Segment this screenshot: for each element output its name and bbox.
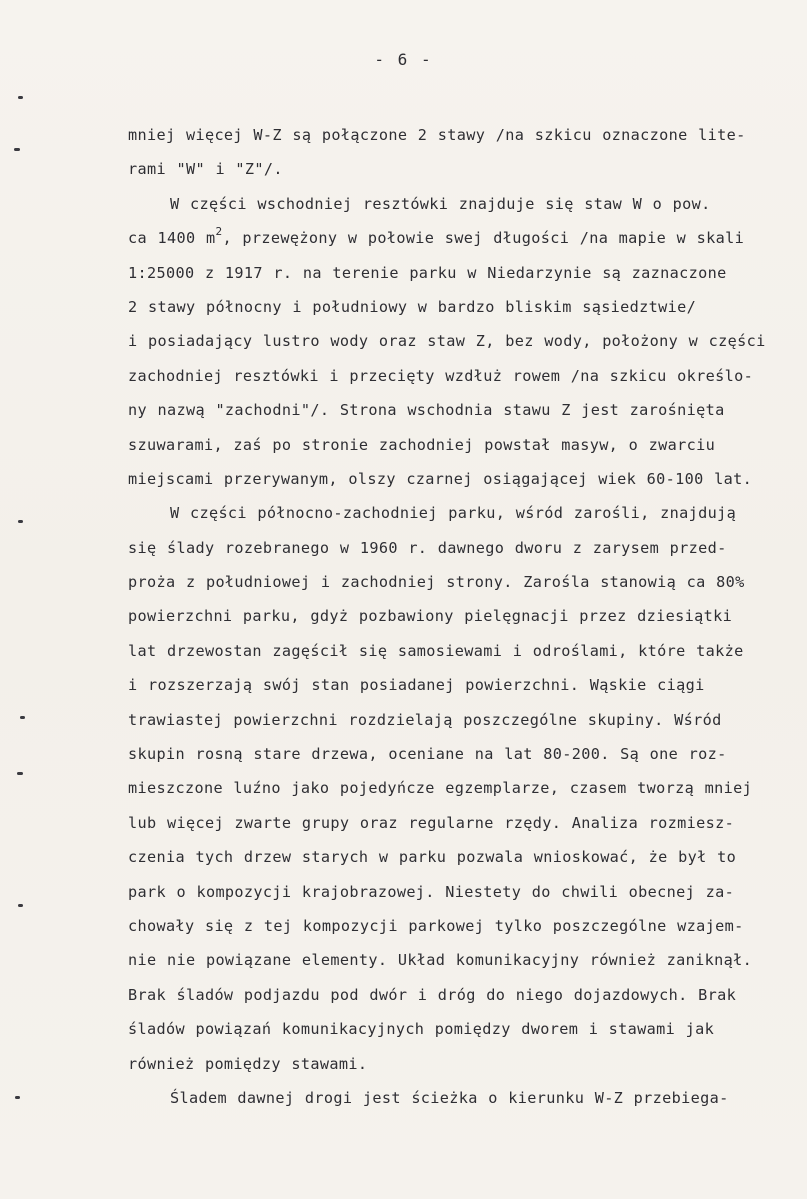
text-line: lub więcej zwarte grupy oraz regularne rzędy. Analiza rozmiesz- [128,813,735,832]
text-line: mniej więcej W-Z są połączone 2 stawy /na szkicu oznaczone lite- [128,126,746,144]
text-line: W części północno-zachodniej parku, wśród zarośli, znajdują [128,504,737,523]
text-line: powierzchni parku, gdyż pozbawiony pielęgnacji przez dziesiątki [128,607,733,626]
text-line-start: ca 1400 m [128,229,216,248]
margin-mark [14,148,20,151]
text-line: się ślady rozebranego w 1960 r. dawnego dworu z zarysem przed- [128,538,727,557]
margin-mark [20,716,25,719]
text-line: czenia tych drzew starych w parku pozwala wnioskować, że był to [128,848,737,867]
text-line: ny nazwą "zachodni"/. Strona wschodnia stawu Z jest zarośnięta [128,401,725,420]
text-line: W części wschodniej resztówki znajduje się staw W o pow. [128,194,711,213]
text-line: zachodniej resztówki i przecięty wzdłuż rowem /na szkicu określo- [128,366,754,385]
text-line: szuwarami, zaś po stronie zachodniej powstał masyw, o zwarciu [128,435,716,454]
page-number: - 6 - [374,50,433,69]
margin-mark [18,96,23,99]
text-line: Śladem dawnej drogi jest ścieżka o kierunku W-Z przebiega- [128,1088,729,1107]
text-line: nie nie powiązane elementy. Układ komunikacyjny również zaniknął. [128,951,753,970]
text-line: 2 stawy północny i południowy w bardzo bliskim sąsiedztwie/ [128,297,697,316]
text-line: również pomiędzy stawami. [128,1054,368,1073]
text-line: miejscami przerywanym, olszy czarnej osiągającej wiek 60-100 lat. [128,469,753,488]
text-line: lat drzewostan zagęścił się samosiewami i odroślami, które także [128,641,744,660]
text-line: i rozszerzają swój stan posiadanej powierzchni. Wąskie ciągi [128,676,705,695]
text-line [128,221,788,255]
superscript: 2 [215,225,223,239]
text-line: śladów powiązań komunikacyjnych pomiędzy dworem i stawami jak [128,1020,715,1039]
body-text [128,118,788,1115]
text-line: skupin rosną stare drzewa, oceniane na lat 80-200. Są one roz- [128,745,727,764]
margin-mark [18,904,23,907]
text-line: proża z południowej i zachodniej strony. Zarośla stanowią ca 80% [128,573,745,592]
text-line: mieszczone luźno jako pojedyńcze egzemplarze, czasem tworzą mniej [128,779,753,798]
text-line: chowały się z tej kompozycji parkowej tylko poszczególne wzajem- [128,916,744,935]
margin-mark [15,1096,20,1099]
margin-mark [17,772,23,775]
text-line: park o kompozycji krajobrazowej. Niestety do chwili obecnej za- [128,882,735,901]
text-line-rest: , przewężony w połowie swej długości /na mapie w skali [222,229,745,248]
margin-mark [18,520,23,523]
text-line: 1:25000 z 1917 r. na terenie parku w Niedarzynie są zaznaczone [128,263,727,282]
text-line: i posiadający lustro wody oraz staw Z, bez wody, położony w części [128,332,766,351]
text-line: rami "W" i "Z"/. [128,160,283,179]
text-line: trawiastej powierzchni rozdzielają poszczególne skupiny. Wśród [128,710,722,729]
text-line: Brak śladów podjazdu pod dwór i dróg do niego dojazdowych. Brak [128,985,737,1004]
